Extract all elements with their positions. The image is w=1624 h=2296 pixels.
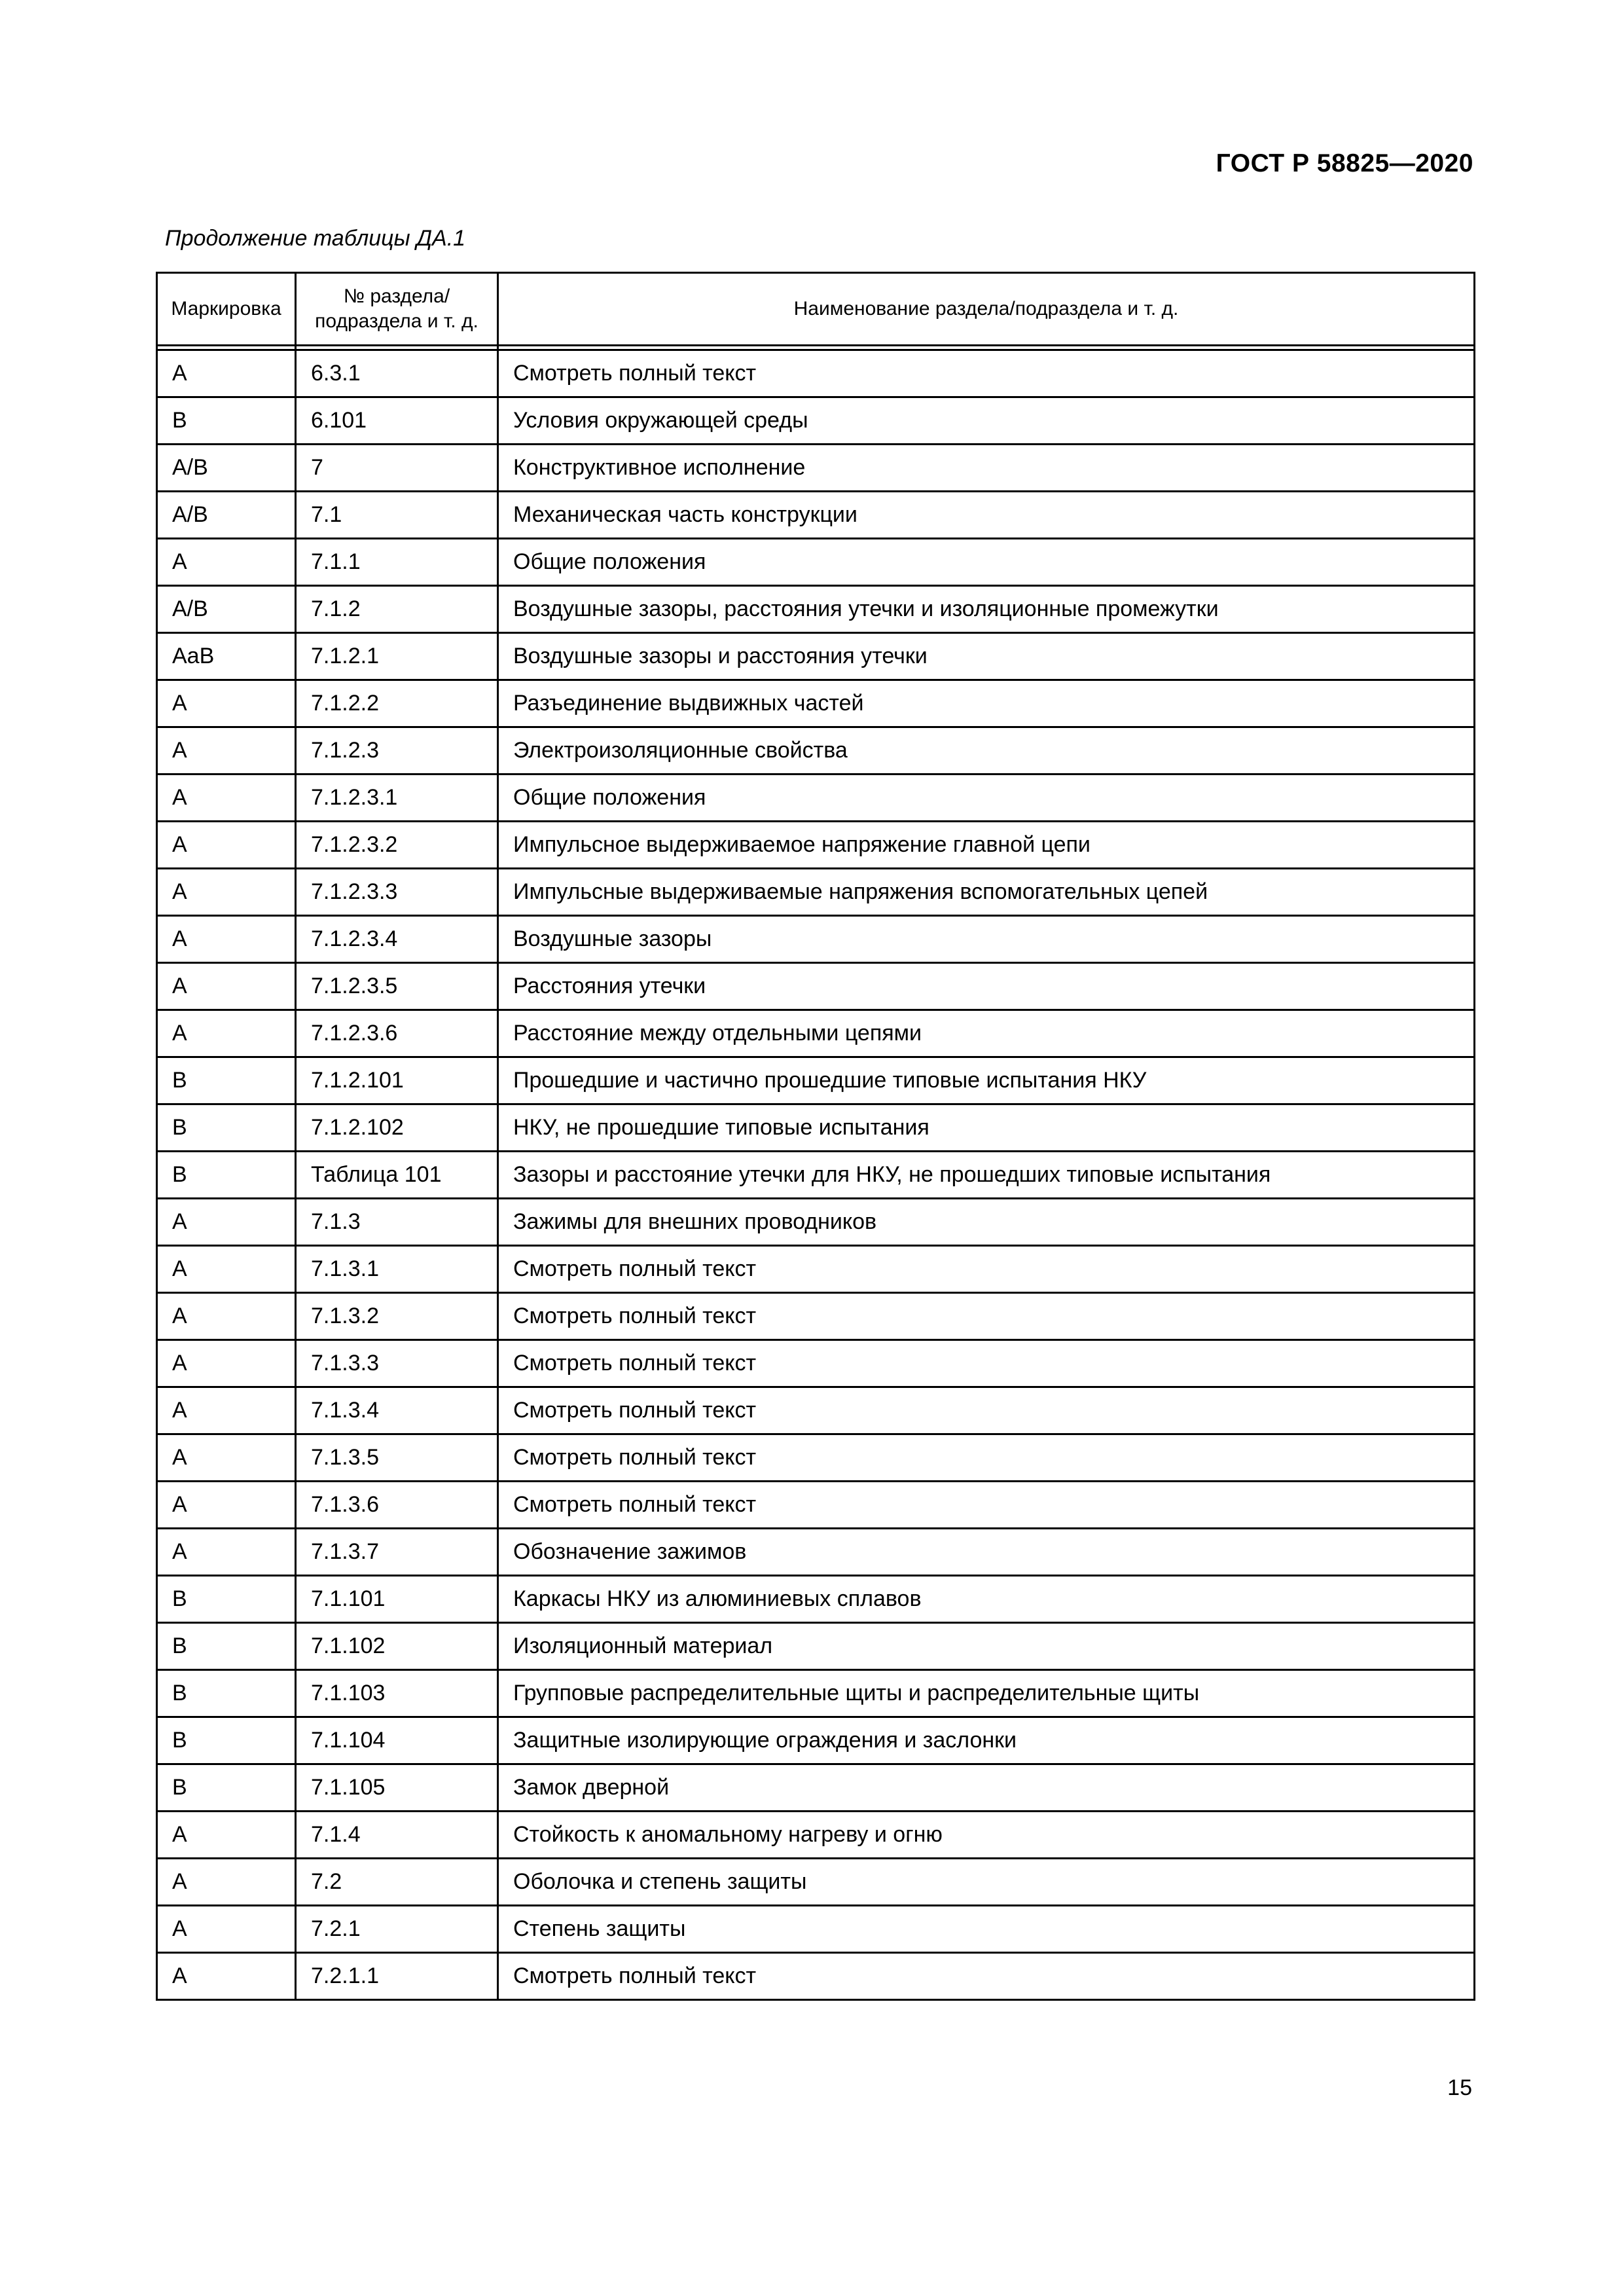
table-row bbox=[157, 1576, 1475, 1623]
cell-marking: A bbox=[157, 1293, 296, 1340]
page-number: 15 bbox=[1447, 2075, 1472, 2100]
table-row bbox=[157, 397, 1475, 445]
table-row bbox=[157, 963, 1475, 1010]
cell-section-number: 6.3.1 bbox=[296, 350, 498, 397]
cell-marking: B bbox=[157, 1104, 296, 1152]
cell-section-number: 7.1.105 bbox=[296, 1764, 498, 1812]
cell-section-number: 7 bbox=[296, 445, 498, 492]
cell-section-number: 7.1.3.5 bbox=[296, 1434, 498, 1482]
column-header-section-number-line2: подраздела и т. д. bbox=[315, 310, 478, 332]
cell-marking: B bbox=[157, 1623, 296, 1670]
cell-section-number: 7.1.2.1 bbox=[296, 633, 498, 680]
table-row bbox=[157, 774, 1475, 822]
table-row bbox=[157, 445, 1475, 492]
cell-section-number: 7.1.3.4 bbox=[296, 1387, 498, 1434]
table-row bbox=[157, 1199, 1475, 1246]
table-row bbox=[157, 822, 1475, 869]
header-separator bbox=[157, 346, 1475, 350]
cell-section-number: 7.1 bbox=[296, 492, 498, 539]
cell-section-number: 7.1.2.101 bbox=[296, 1057, 498, 1104]
cell-section-name: Импульсные выдерживаемые напряжения вспомогательных цепей bbox=[498, 869, 1475, 916]
cell-marking: B bbox=[157, 1576, 296, 1623]
table-container bbox=[156, 272, 1473, 2001]
table-row bbox=[157, 1623, 1475, 1670]
cell-marking: A bbox=[157, 1906, 296, 1953]
table-row bbox=[157, 1717, 1475, 1764]
column-header-section-number-line1: № раздела/ bbox=[343, 285, 450, 307]
cell-section-name: Воздушные зазоры и расстояния утечки bbox=[498, 633, 1475, 680]
cell-section-number: 7.1.2.3 bbox=[296, 727, 498, 774]
cell-marking: A/B bbox=[157, 586, 296, 633]
cell-section-number: 7.1.3.7 bbox=[296, 1529, 498, 1576]
table-row bbox=[157, 1812, 1475, 1859]
cell-section-name: Смотреть полный текст bbox=[498, 1246, 1475, 1293]
cell-marking: A bbox=[157, 963, 296, 1010]
table-row bbox=[157, 727, 1475, 774]
cell-section-name: Стойкость к аномальному нагреву и огню bbox=[498, 1812, 1475, 1859]
table-caption: Продолжение таблицы ДА.1 bbox=[165, 226, 466, 251]
cell-section-name: Импульсное выдерживаемое напряжение главной цепи bbox=[498, 822, 1475, 869]
column-header-marking: Маркировка bbox=[157, 273, 296, 346]
cell-section-name: Смотреть полный текст bbox=[498, 350, 1475, 397]
cell-section-name: Зажимы для внешних проводников bbox=[498, 1199, 1475, 1246]
column-header-section-number bbox=[296, 273, 498, 346]
cell-section-number: 7.2 bbox=[296, 1859, 498, 1906]
cell-section-number: 7.1.3.3 bbox=[296, 1340, 498, 1387]
cell-marking: B bbox=[157, 1152, 296, 1199]
cell-marking: A/B bbox=[157, 492, 296, 539]
cell-section-name: НКУ, не прошедшие типовые испытания bbox=[498, 1104, 1475, 1152]
cell-section-number: 7.1.3 bbox=[296, 1199, 498, 1246]
cell-section-name: Расстояние между отдельными цепями bbox=[498, 1010, 1475, 1057]
table-row bbox=[157, 1152, 1475, 1199]
cell-marking: A bbox=[157, 1199, 296, 1246]
cell-marking: A bbox=[157, 1387, 296, 1434]
cell-marking: A/B bbox=[157, 445, 296, 492]
cell-section-number: Таблица 101 bbox=[296, 1152, 498, 1199]
cell-marking: A bbox=[157, 1246, 296, 1293]
cell-section-number: 7.1.101 bbox=[296, 1576, 498, 1623]
cell-section-name: Смотреть полный текст bbox=[498, 1387, 1475, 1434]
cell-section-number: 7.1.4 bbox=[296, 1812, 498, 1859]
cell-section-number: 7.1.2.3.4 bbox=[296, 916, 498, 963]
cell-section-name: Групповые распределительные щиты и распределительные щиты bbox=[498, 1670, 1475, 1717]
cell-section-name: Смотреть полный текст bbox=[498, 1293, 1475, 1340]
cell-section-number: 7.2.1 bbox=[296, 1906, 498, 1953]
table-row bbox=[157, 492, 1475, 539]
cell-marking: B bbox=[157, 1717, 296, 1764]
table-row bbox=[157, 1482, 1475, 1529]
table-row bbox=[157, 869, 1475, 916]
cell-section-name: Общие положения bbox=[498, 774, 1475, 822]
table-row bbox=[157, 1670, 1475, 1717]
cell-section-name: Конструктивное исполнение bbox=[498, 445, 1475, 492]
cell-section-number: 7.1.2.3.2 bbox=[296, 822, 498, 869]
table-row bbox=[157, 1529, 1475, 1576]
table-row bbox=[157, 1906, 1475, 1953]
cell-section-number: 7.1.102 bbox=[296, 1623, 498, 1670]
cell-section-number: 7.1.2.3.5 bbox=[296, 963, 498, 1010]
cell-section-name: Обозначение зажимов bbox=[498, 1529, 1475, 1576]
cell-section-number: 7.1.2.102 bbox=[296, 1104, 498, 1152]
table-row bbox=[157, 1953, 1475, 2000]
table-row bbox=[157, 586, 1475, 633]
cell-marking: A bbox=[157, 822, 296, 869]
cell-section-name: Оболочка и степень защиты bbox=[498, 1859, 1475, 1906]
table-row bbox=[157, 1246, 1475, 1293]
cell-marking: B bbox=[157, 1764, 296, 1812]
cell-section-name: Расстояния утечки bbox=[498, 963, 1475, 1010]
cell-section-name: Воздушные зазоры, расстояния утечки и изоляционные промежутки bbox=[498, 586, 1475, 633]
cell-marking: A bbox=[157, 1482, 296, 1529]
table-row bbox=[157, 1010, 1475, 1057]
cell-marking: A bbox=[157, 916, 296, 963]
cell-marking: A bbox=[157, 727, 296, 774]
table-row bbox=[157, 916, 1475, 963]
table-row bbox=[157, 1057, 1475, 1104]
table-row bbox=[157, 1764, 1475, 1812]
cell-section-name: Разъединение выдвижных частей bbox=[498, 680, 1475, 727]
cell-section-name: Условия окружающей среды bbox=[498, 397, 1475, 445]
cell-section-name: Степень защиты bbox=[498, 1906, 1475, 1953]
cell-marking: A bbox=[157, 1859, 296, 1906]
cell-marking: A bbox=[157, 1340, 296, 1387]
cell-section-name: Защитные изолирующие ограждения и заслонки bbox=[498, 1717, 1475, 1764]
cell-marking: A bbox=[157, 869, 296, 916]
cell-section-name: Общие положения bbox=[498, 539, 1475, 586]
cell-section-number: 7.1.2.2 bbox=[296, 680, 498, 727]
cell-section-number: 7.1.104 bbox=[296, 1717, 498, 1764]
cell-section-name: Электроизоляционные свойства bbox=[498, 727, 1475, 774]
cell-marking: A bbox=[157, 1953, 296, 2000]
cell-section-name: Смотреть полный текст bbox=[498, 1340, 1475, 1387]
cell-marking: A bbox=[157, 1434, 296, 1482]
cell-marking: A bbox=[157, 1010, 296, 1057]
cell-marking: B bbox=[157, 1670, 296, 1717]
cell-section-number: 7.1.3.2 bbox=[296, 1293, 498, 1340]
table-row bbox=[157, 1104, 1475, 1152]
cell-marking: B bbox=[157, 397, 296, 445]
column-header-section-name: Наименование раздела/подраздела и т. д. bbox=[498, 273, 1475, 346]
cell-section-number: 7.1.3.1 bbox=[296, 1246, 498, 1293]
table-row bbox=[157, 1434, 1475, 1482]
cell-section-name: Прошедшие и частично прошедшие типовые испытания НКУ bbox=[498, 1057, 1475, 1104]
table-body bbox=[157, 350, 1475, 2000]
cell-section-number: 7.1.3.6 bbox=[296, 1482, 498, 1529]
table-row bbox=[157, 680, 1475, 727]
cell-section-number: 6.101 bbox=[296, 397, 498, 445]
cell-section-name: Смотреть полный текст bbox=[498, 1482, 1475, 1529]
table-row bbox=[157, 1387, 1475, 1434]
cell-marking: A bbox=[157, 774, 296, 822]
sections-table bbox=[156, 272, 1475, 2001]
cell-section-number: 7.1.2 bbox=[296, 586, 498, 633]
cell-marking: A bbox=[157, 680, 296, 727]
cell-section-name: Смотреть полный текст bbox=[498, 1434, 1475, 1482]
table-row bbox=[157, 1859, 1475, 1906]
table-row bbox=[157, 539, 1475, 586]
cell-section-name: Смотреть полный текст bbox=[498, 1953, 1475, 2000]
cell-marking: B bbox=[157, 1057, 296, 1104]
cell-marking: A bbox=[157, 539, 296, 586]
table-row bbox=[157, 1293, 1475, 1340]
table-row bbox=[157, 633, 1475, 680]
cell-marking: A bbox=[157, 350, 296, 397]
cell-section-name: Зазоры и расстояние утечки для НКУ, не прошедших типовые испытания bbox=[498, 1152, 1475, 1199]
table-row bbox=[157, 1340, 1475, 1387]
cell-section-number: 7.1.2.3.6 bbox=[296, 1010, 498, 1057]
document-code: ГОСТ Р 58825—2020 bbox=[1216, 149, 1473, 177]
cell-section-number: 7.1.103 bbox=[296, 1670, 498, 1717]
cell-section-number: 7.1.2.3.1 bbox=[296, 774, 498, 822]
table-header bbox=[157, 273, 1475, 350]
cell-section-name: Изоляционный материал bbox=[498, 1623, 1475, 1670]
cell-section-name: Замок дверной bbox=[498, 1764, 1475, 1812]
cell-section-name: Механическая часть конструкции bbox=[498, 492, 1475, 539]
cell-marking: A bbox=[157, 1812, 296, 1859]
table-row bbox=[157, 350, 1475, 397]
cell-section-number: 7.2.1.1 bbox=[296, 1953, 498, 2000]
cell-section-name: Каркасы НКУ из алюминиевых сплавов bbox=[498, 1576, 1475, 1623]
cell-section-name: Воздушные зазоры bbox=[498, 916, 1475, 963]
cell-marking: A bbox=[157, 1529, 296, 1576]
cell-section-number: 7.1.1 bbox=[296, 539, 498, 586]
cell-section-number: 7.1.2.3.3 bbox=[296, 869, 498, 916]
cell-marking: AaB bbox=[157, 633, 296, 680]
